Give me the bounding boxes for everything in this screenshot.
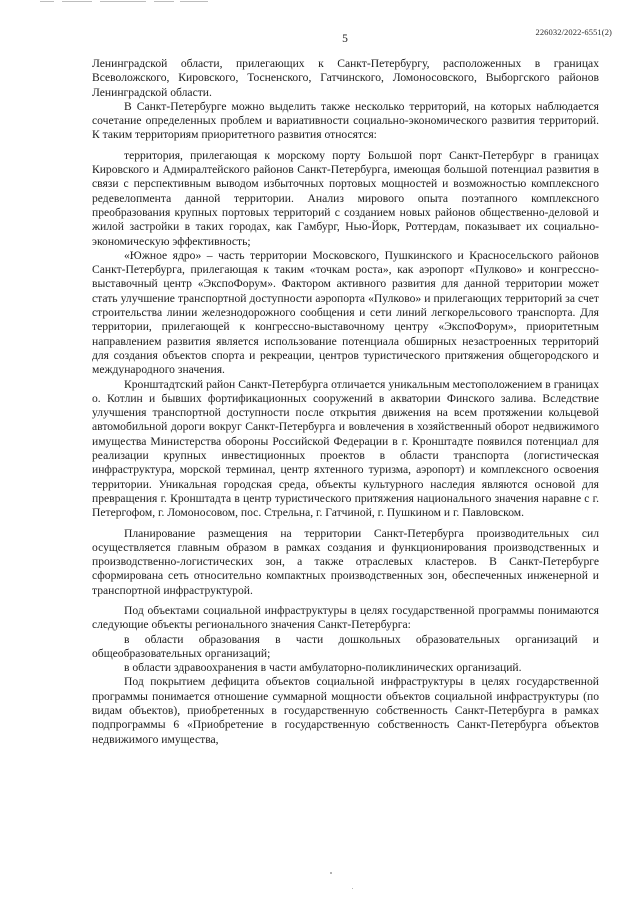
paragraph: территория, прилегающая к морскому порту Большой порт Санкт-Петербург в границах Кировского и Адмиралтейского районов Санкт-Петербурга, имеющая большой потенциал развития в связи с перспективным выводом избыточных портовых мощностей и возможностью комплексного редевелопмента данной территории. Анализ мирового опыта поэтапного комплексного преобразования крупных портовых территорий с созданием новых районов общественно-деловой и жилой застройки в таких городах, как Гамбург, Нью-Йорк, Роттердам, показывает их социально-экономическую эффективность; [92, 148, 599, 248]
paragraph: В Санкт-Петербурге можно выделить также несколько территорий, на которых наблюдается сочетание определенных проблем и вариативности социально-экономического развития территорий. К таким территориям приоритетного развития относятся: [92, 99, 599, 142]
paragraph: Под покрытием дефицита объектов социальной инфраструктуры в целях государственной программы понимается отношение суммарной мощности объектов социальной инфраструктуры (по видам объектов), приобретенных в государственную собственность Санкт-Петербурга в рамках подпрограммы 6 «Приобретение в государственную собственность Санкт-Петербурга объектов недвижимого имущества, [92, 675, 599, 746]
scan-speck [330, 872, 332, 874]
paragraph: «Южное ядро» – часть территории Московского, Пушкинского и Красносельского районов Санкт-Петербурга, прилегающая к таким «точкам роста», как аэропорт «Пулково» и конгрессно-выставочный центр «ЭкспоФорум». Фактором активного развития для данной территории может стать улучшение транспортной доступности аэропорта «Пулково» и прилегающих территорий за счет строительства линии железнодорожного сообщения и сети линий легкорельсового транспорта. Для территории, прилегающей к конгрессно-выставочному центру «ЭкспоФорум», приоритетным направлением развития является использование потенциала обширных незастроенных территорий для создания объектов спорта и рекреации, центров туристического притяжения общегородского и международного значения. [92, 248, 599, 377]
paragraph: Ленинградской области, прилегающих к Санкт-Петербургу, расположенных в границах Всеволожского, Кировского, Тосненского, Гатчинского, Ломоносовского, Выборгского районов Ленинградской области. [92, 57, 599, 99]
scan-speck [352, 888, 353, 889]
paragraph: Кронштадтский район Санкт-Петербурга отличается уникальным местоположением в границах о. Котлин и бывших фортификационных сооружений в акватории Финского залива. Вследствие улучшения транспортной доступности после открытия движения на всем протяжении кольцевой автомобильной дороги вокруг Санкт-Петербурга и вовлечения в хозяйственный оборот недвижимого имущества Министерства обороны Российской Федерации в г. Кронштадте появился потенциал для реализации крупных инвестиционных проектов в области транспорта (логистическая инфраструктура, морской терминал, центр яхтенного туризма, аэропорт) и комплексного освоения территории. Уникальная городская среда, объекты культурного наследия являются основой для превращения г. Кронштадта в центр туристического притяжения национального значения наравне с г. Петергофом, г. Ломоносовом, пос. Стрельна, г. Гатчиной, г. Пушкином и г. Павловском. [92, 377, 599, 520]
document-body [92, 57, 599, 747]
paragraph: Под объектами социальной инфраструктуры в целях государственной программы понимаются следующие объекты регионального значения Санкт-Петербурга: [92, 603, 599, 632]
paragraph: в области образования в части дошкольных образовательных организаций и общеобразовательных организаций; [92, 632, 599, 660]
paragraph: в области здравоохранения в части амбулаторно-поликлинических организаций. [124, 661, 522, 675]
paragraph: Планирование размещения на территории Санкт-Петербурга производительных сил осуществляется главным образом в рамках создания и функционирования производственных и производственно-логистических зон, а также отраслевых кластеров. В Санкт-Петербурге сформирована сеть относительно компактных производственных зон, обеспеченных инженерной и транспортной инфраструктурой. [92, 526, 599, 597]
page-number: 5 [342, 33, 348, 45]
document-id: 226032/2022-6551(2) [535, 27, 612, 37]
scan-artifact [40, 0, 210, 6]
